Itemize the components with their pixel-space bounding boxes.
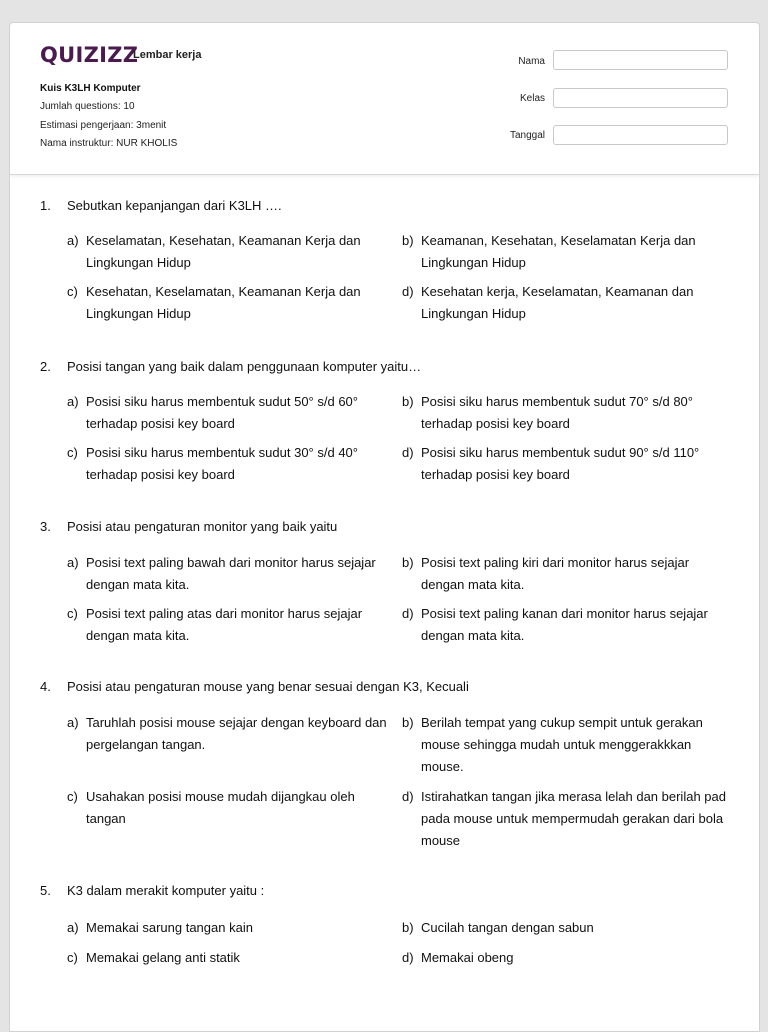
option-text: Posisi text paling atas dari monitor harus sejajar dengan mata kita. xyxy=(86,606,363,643)
question-text: K3 dalam merakit komputer yaitu : xyxy=(67,883,265,898)
option-text: Posisi text paling kiri dari monitor harus sejajar dengan mata kita. xyxy=(421,555,690,592)
option-letter: b) xyxy=(402,715,414,730)
option-text: Taruhlah posisi mouse sejajar dengan keyboard dan pergelangan tangan. xyxy=(86,715,387,752)
option-text: Cucilah tangan dengan sabun xyxy=(421,920,594,935)
option-letter: d) xyxy=(402,606,414,621)
option-letter: b) xyxy=(402,920,414,935)
date-label: Tanggal xyxy=(509,130,545,141)
option-letter: b) xyxy=(402,394,414,409)
option-b xyxy=(402,391,717,435)
option-text: Posisi siku harus membentuk sudut 50° s/d 60° terhadap posisi key board xyxy=(86,394,358,431)
quizizz-logo: QUIZIZZ xyxy=(40,43,139,67)
option-d xyxy=(402,442,717,486)
worksheet-label: Lembar kerja xyxy=(133,49,202,61)
option-d xyxy=(402,786,732,852)
worksheet-header xyxy=(10,23,759,175)
option-text: Keselamatan, Kesehatan, Keamanan Kerja dan Lingkungan Hidup xyxy=(86,233,361,270)
option-c xyxy=(67,603,382,647)
option-letter: b) xyxy=(402,233,414,248)
date-field[interactable] xyxy=(553,125,728,145)
option-a xyxy=(67,712,397,756)
question-number: 2. xyxy=(40,359,51,374)
option-b xyxy=(402,552,717,596)
option-letter: c) xyxy=(67,950,78,965)
option-letter: a) xyxy=(67,920,79,935)
meta-question-count: Jumlah questions: 10 xyxy=(40,101,135,112)
question-number: 1. xyxy=(40,198,51,213)
name-field[interactable] xyxy=(553,50,728,70)
option-c xyxy=(67,786,382,830)
meta-instructor: Nama instruktur: NUR KHOLIS xyxy=(40,138,178,149)
option-a xyxy=(67,391,382,435)
question-number: 4. xyxy=(40,679,51,694)
question-number: 3. xyxy=(40,519,51,534)
option-d xyxy=(402,281,717,325)
class-field[interactable] xyxy=(553,88,728,108)
option-b xyxy=(402,917,717,939)
option-text: Posisi text paling kanan dari monitor harus sejajar dengan mata kita. xyxy=(421,606,708,643)
option-letter: d) xyxy=(402,789,414,804)
option-text: Kesehatan kerja, Keselamatan, Keamanan dan Lingkungan Hidup xyxy=(421,284,694,321)
option-text: Keamanan, Kesehatan, Keselamatan Kerja dan Lingkungan Hidup xyxy=(421,233,696,270)
option-text: Posisi siku harus membentuk sudut 30° s/d 40° terhadap posisi key board xyxy=(86,445,358,482)
option-a xyxy=(67,917,382,939)
option-letter: d) xyxy=(402,950,414,965)
name-label: Nama xyxy=(518,56,545,67)
option-text: Usahakan posisi mouse mudah dijangkau oleh tangan xyxy=(86,789,355,826)
option-letter: c) xyxy=(67,445,78,460)
question-text: Posisi atau pengaturan monitor yang baik yaitu xyxy=(67,519,338,534)
option-text: Memakai sarung tangan kain xyxy=(86,920,253,935)
option-text: Posisi siku harus membentuk sudut 70° s/d 80° terhadap posisi key board xyxy=(421,394,693,431)
option-d xyxy=(402,947,717,969)
option-b xyxy=(402,712,732,778)
option-c xyxy=(67,442,382,486)
option-a xyxy=(67,230,382,274)
worksheet-page xyxy=(9,22,760,1032)
option-text: Posisi siku harus membentuk sudut 90° s/d 110° terhadap posisi key board xyxy=(421,445,700,482)
question-text: Sebutkan kepanjangan dari K3LH …. xyxy=(67,198,282,213)
option-text: Memakai obeng xyxy=(421,950,514,965)
question-text: Posisi atau pengaturan mouse yang benar sesuai dengan K3, Kecuali xyxy=(67,679,469,694)
question-number: 5. xyxy=(40,883,51,898)
option-letter: a) xyxy=(67,233,79,248)
option-text: Berilah tempat yang cukup sempit untuk gerakan mouse sehingga mudah untuk menggerakkkan mouse. xyxy=(421,715,703,774)
option-letter: c) xyxy=(67,789,78,804)
question-text: Posisi tangan yang baik dalam penggunaan komputer yaitu… xyxy=(67,359,422,374)
option-letter: a) xyxy=(67,555,79,570)
option-a xyxy=(67,552,382,596)
option-letter: a) xyxy=(67,715,79,730)
option-text: Kesehatan, Keselamatan, Keamanan Kerja dan Lingkungan Hidup xyxy=(86,284,361,321)
option-b xyxy=(402,230,717,274)
option-letter: c) xyxy=(67,606,78,621)
option-c xyxy=(67,281,382,325)
option-letter: c) xyxy=(67,284,78,299)
quiz-title: Kuis K3LH Komputer xyxy=(40,83,141,94)
option-text: Posisi text paling bawah dari monitor harus sejajar dengan mata kita. xyxy=(86,555,376,592)
option-text: Memakai gelang anti statik xyxy=(86,950,240,965)
class-label: Kelas xyxy=(519,93,545,104)
option-c xyxy=(67,947,382,969)
meta-estimated-time: Estimasi pengerjaan: 3menit xyxy=(40,120,167,131)
option-d xyxy=(402,603,717,647)
option-letter: a) xyxy=(67,394,79,409)
option-letter: b) xyxy=(402,555,414,570)
option-letter: d) xyxy=(402,284,414,299)
option-text: Istirahatkan tangan jika merasa lelah dan berilah pad pada mouse untuk mempermudah gerakan dari bola mouse xyxy=(421,789,726,848)
option-letter: d) xyxy=(402,445,414,460)
